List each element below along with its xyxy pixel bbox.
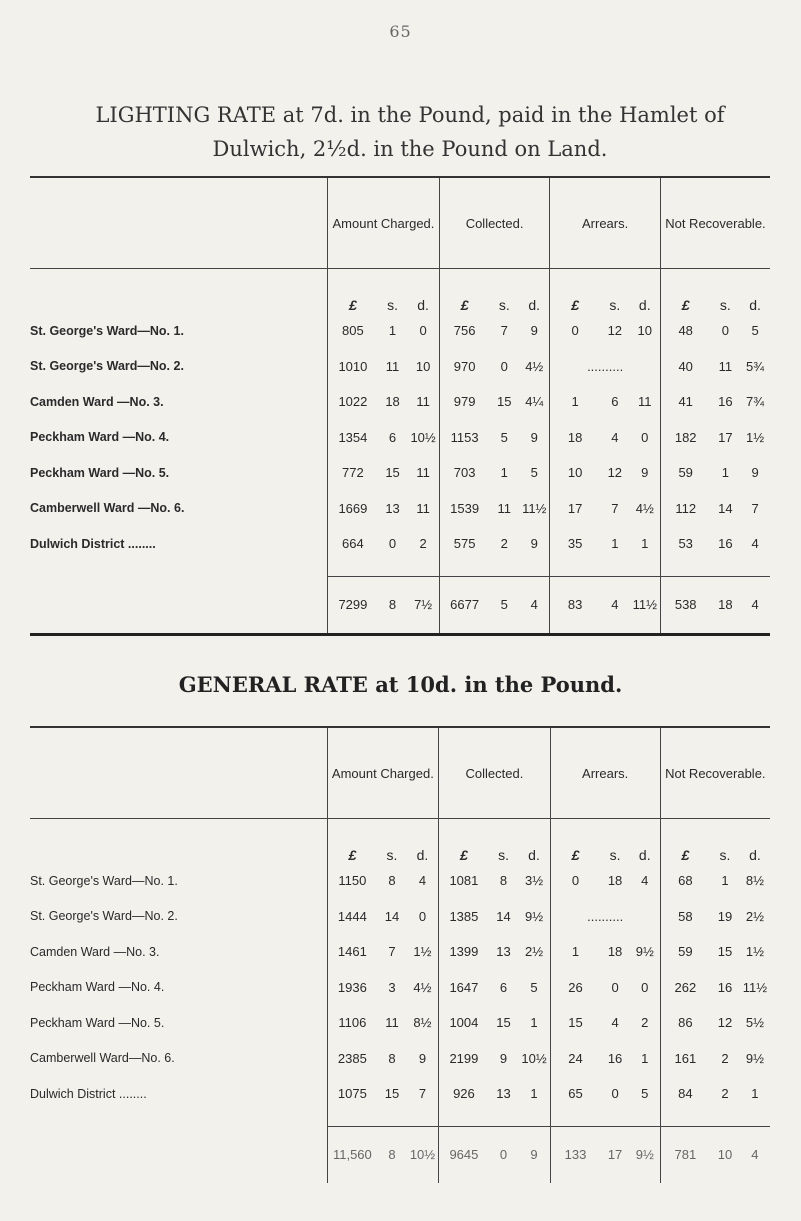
total-notrec-pence: 4	[740, 576, 770, 633]
notrec-pounds: 84	[660, 1076, 710, 1112]
charged-pence: 8½	[413, 1015, 432, 1031]
charged-pounds: 1444	[327, 899, 377, 935]
arrears-pence: 1	[641, 536, 649, 552]
collected-pence: 2½	[524, 944, 544, 960]
table-row	[30, 491, 770, 527]
ward-label: Dulwich District ........	[30, 1086, 147, 1101]
charged-pounds: 1106	[327, 1005, 377, 1041]
notrec-pounds: 59	[660, 455, 710, 491]
collected-pounds: 756	[439, 313, 489, 349]
collected-pounds: 979	[439, 384, 489, 420]
charged-shillings: 1	[388, 323, 397, 339]
column-header-charged: Amount Charged.	[327, 727, 439, 819]
charged-shillings: 8	[388, 1050, 396, 1066]
collected-pence: 5	[530, 979, 538, 995]
total-arrears-pounds: 83	[550, 576, 600, 633]
notrec-pence: 1½	[746, 429, 765, 445]
ward-label: Camden Ward —No. 3.	[30, 394, 164, 409]
unit-pounds: £	[439, 269, 489, 314]
notrec-pounds: 41	[660, 384, 710, 420]
notrec-pounds: 262	[660, 970, 710, 1006]
unit-pence: d.	[417, 297, 429, 313]
page-number: 65	[389, 22, 412, 41]
ward-label: St. George's Ward—No. 2.	[30, 909, 178, 924]
ward-label: Peckham Ward —No. 5.	[30, 465, 170, 480]
collected-pounds: 575	[439, 526, 489, 562]
collected-pounds: 1539	[439, 491, 489, 527]
charged-pounds: 664	[328, 526, 378, 562]
notrec-pounds: 68	[660, 863, 710, 899]
arrears-shillings: 18	[607, 873, 623, 889]
table-row	[30, 934, 770, 970]
collected-pounds: 1385	[439, 899, 489, 935]
notrec-pence: 7	[751, 500, 759, 516]
collected-pence: 9	[530, 323, 538, 339]
unit-pounds: £	[328, 269, 378, 314]
charged-pounds: 1150	[327, 863, 377, 899]
charged-pence: 11	[416, 500, 430, 516]
arrears-dots: ..........	[550, 349, 661, 385]
collected-pence: 1	[530, 1015, 538, 1031]
collected-pounds: 703	[439, 455, 489, 491]
arrears-pence: 10	[637, 323, 652, 339]
notrec-pence: 9	[751, 465, 759, 481]
arrears-pence: 4½	[635, 500, 654, 516]
charged-pounds: 2385	[327, 1041, 377, 1077]
unit-shillings: s.	[609, 847, 621, 863]
charged-pence: 9	[418, 1050, 427, 1066]
table-row	[30, 1041, 770, 1077]
charged-shillings: 15	[384, 1086, 400, 1102]
charged-pence: 11	[416, 465, 430, 481]
ward-label: Dulwich District ........	[30, 536, 156, 551]
total-charged-pounds: 7299	[328, 576, 378, 633]
arrears-shillings: 12	[607, 465, 623, 481]
total-collected-shillings: 5	[489, 576, 519, 633]
table-row	[30, 313, 770, 349]
charged-shillings: 3	[388, 979, 396, 995]
unit-pence: d.	[749, 847, 761, 863]
arrears-pounds: 0	[550, 313, 600, 349]
charged-pence: 0	[418, 908, 427, 924]
collected-pence: 11½	[522, 500, 547, 516]
charged-pence: 1½	[413, 944, 432, 960]
notrec-pence: 5	[751, 323, 759, 339]
charged-pounds: 1461	[327, 934, 377, 970]
total-collected-pence: 4	[519, 576, 550, 633]
notrec-shillings: 16	[718, 536, 733, 552]
notrec-shillings: 2	[721, 1050, 729, 1066]
charged-pence: 4½	[413, 979, 432, 995]
charged-shillings: 11	[385, 1015, 399, 1031]
charged-pounds: 805	[328, 313, 378, 349]
total-charged-pounds: 11,560	[327, 1126, 377, 1183]
lighting-title-line1: LIGHTING RATE at 7d. in the Pound, paid in the Hamlet of	[95, 103, 725, 127]
charged-pounds: 1669	[328, 491, 378, 527]
column-header-arrears: Arrears.	[550, 727, 660, 819]
column-header-charged: Amount Charged.	[328, 177, 440, 269]
column-header-notrec: Not Recoverable.	[660, 727, 770, 819]
general-rate-title: GENERAL RATE at 10d. in the Pound.	[178, 672, 623, 697]
charged-pence: 4	[418, 873, 427, 889]
collected-pence: 4¼	[525, 394, 544, 410]
total-charged-pence: 7½	[407, 576, 439, 633]
arrears-shillings: 0	[611, 1086, 619, 1102]
lighting-rate-table	[30, 176, 770, 636]
lighting-rate-title	[60, 98, 760, 166]
notrec-shillings: 17	[718, 429, 733, 445]
collected-pounds: 1004	[439, 1005, 489, 1041]
charged-pounds: 772	[328, 455, 378, 491]
arrears-pence: 2	[641, 1015, 649, 1031]
arrears-pounds: 15	[550, 1005, 600, 1041]
charged-pounds: 1354	[328, 420, 378, 456]
collected-shillings: 13	[496, 1086, 511, 1102]
notrec-shillings: 16	[717, 979, 733, 995]
arrears-shillings: 4	[611, 1015, 619, 1031]
collected-pounds: 1647	[439, 970, 489, 1006]
total-notrec-pounds: 538	[660, 576, 710, 633]
notrec-pence: 1	[751, 1086, 759, 1102]
arrears-dots: ..........	[550, 899, 660, 935]
arrears-pence: 4	[641, 873, 649, 889]
ward-label: Camberwell Ward—No. 6.	[30, 1051, 175, 1066]
unit-pence: d.	[528, 297, 541, 313]
charged-shillings: 11	[385, 358, 400, 374]
collected-pounds: 1153	[439, 420, 489, 456]
ward-label: Camberwell Ward —No. 6.	[30, 501, 185, 516]
charged-shillings: 8	[388, 873, 396, 889]
notrec-shillings: 0	[721, 323, 729, 339]
collected-shillings: 0	[500, 358, 508, 374]
charged-pounds: 1010	[328, 349, 378, 385]
collected-pounds: 2199	[439, 1041, 489, 1077]
unit-shillings: s.	[498, 297, 510, 313]
charged-shillings: 7	[388, 944, 396, 960]
arrears-pounds: 1	[550, 384, 600, 420]
charged-pounds: 1936	[327, 970, 377, 1006]
charged-pence: 7	[418, 1086, 427, 1102]
unit-pence: d.	[416, 847, 429, 863]
collected-shillings: 7	[500, 323, 508, 339]
unit-shillings: s.	[498, 847, 509, 863]
unit-shillings: s.	[719, 297, 731, 313]
total-charged-shillings: 8	[378, 576, 408, 633]
notrec-shillings: 1	[721, 465, 729, 481]
unit-pounds: £	[550, 269, 600, 314]
unit-shillings: s.	[386, 847, 398, 863]
arrears-pounds: 18	[550, 420, 600, 456]
collected-pence: 9½	[524, 908, 544, 924]
collected-shillings: 1	[500, 465, 508, 481]
column-header-collected: Collected.	[439, 727, 551, 819]
charged-shillings: 15	[385, 465, 400, 481]
ward-label: Peckham Ward —No. 5.	[30, 1015, 165, 1030]
column-header-arrears: Arrears.	[550, 177, 661, 269]
notrec-shillings: 14	[718, 500, 733, 516]
charged-shillings: 18	[385, 394, 400, 410]
charged-shillings: 14	[384, 908, 400, 924]
notrec-pounds: 48	[660, 313, 710, 349]
arrears-pence: 5	[641, 1086, 649, 1102]
arrears-shillings: 16	[607, 1050, 623, 1066]
collected-pounds: 1399	[439, 934, 489, 970]
unit-pence: d.	[749, 297, 761, 313]
notrec-pounds: 53	[660, 526, 710, 562]
collected-pence: 4½	[525, 358, 544, 374]
charged-pence: 2	[419, 536, 427, 552]
arrears-pounds: 24	[550, 1041, 600, 1077]
arrears-pence: 1	[641, 1050, 649, 1066]
notrec-pounds: 40	[660, 349, 710, 385]
notrec-pounds: 86	[660, 1005, 710, 1041]
total-notrec-pounds: 781	[660, 1126, 710, 1183]
total-collected-pence: 9	[518, 1126, 550, 1183]
total-arrears-shillings: 4	[600, 576, 630, 633]
ward-label: Peckham Ward —No. 4.	[30, 980, 165, 995]
arrears-pence: 11	[638, 394, 652, 410]
ward-label: Camden Ward —No. 3.	[30, 944, 160, 959]
collected-shillings: 15	[496, 1015, 511, 1031]
total-collected-pounds: 6677	[439, 576, 489, 633]
collected-shillings: 15	[497, 394, 512, 410]
ward-label: St. George's Ward—No. 1.	[30, 323, 184, 338]
notrec-shillings: 1	[721, 873, 729, 889]
arrears-pounds: 26	[550, 970, 600, 1006]
table-row	[30, 349, 770, 385]
arrears-shillings: 4	[611, 429, 619, 445]
arrears-pounds: 10	[550, 455, 600, 491]
total-charged-shillings: 8	[377, 1126, 407, 1183]
notrec-pence: 1½	[745, 944, 764, 960]
total-arrears-shillings: 17	[600, 1126, 630, 1183]
notrec-shillings: 12	[717, 1015, 733, 1031]
total-arrears-pence: 11½	[630, 576, 661, 633]
collected-shillings: 13	[496, 944, 511, 960]
collected-pence: 3½	[524, 873, 544, 889]
charged-pence: 10	[415, 358, 431, 374]
table-row	[30, 863, 770, 899]
unit-pence: d.	[528, 847, 540, 863]
collected-shillings: 11	[497, 500, 512, 516]
collected-shillings: 14	[496, 908, 511, 924]
total-notrec-pence: 4	[740, 1126, 770, 1183]
notrec-pence: 2½	[745, 908, 764, 924]
table-row	[30, 1005, 770, 1041]
charged-pence: 10½	[410, 429, 436, 445]
collected-pence: 10½	[521, 1050, 547, 1066]
arrears-pounds: 35	[550, 526, 600, 562]
arrears-pence: 0	[641, 429, 649, 445]
charged-pounds: 1022	[328, 384, 378, 420]
total-notrec-shillings: 18	[711, 576, 741, 633]
lighting-title-line2: Dulwich, 2½d. in the Pound on Land.	[212, 137, 608, 161]
unit-shillings: s.	[609, 297, 621, 313]
collected-shillings: 8	[499, 873, 508, 889]
notrec-shillings: 16	[718, 394, 733, 410]
notrec-shillings: 19	[717, 908, 733, 924]
notrec-pounds: 112	[660, 491, 710, 527]
notrec-pence: 5½	[745, 1015, 764, 1031]
charged-pounds: 1075	[327, 1076, 377, 1112]
collected-pounds: 970	[439, 349, 489, 385]
charged-shillings: 6	[388, 429, 397, 445]
arrears-pence: 9	[641, 465, 649, 481]
collected-pence: 5	[530, 465, 538, 481]
charged-pence: 11	[416, 394, 430, 410]
table-row	[30, 1076, 770, 1112]
total-notrec-shillings: 10	[710, 1126, 740, 1183]
notrec-pence: 7¾	[746, 394, 765, 410]
collected-pounds: 926	[439, 1076, 489, 1112]
notrec-shillings: 11	[718, 358, 733, 374]
column-header-notrec: Not Recoverable.	[660, 177, 770, 269]
notrec-pence: 11½	[742, 979, 768, 995]
ward-label: Peckham Ward —No. 4.	[30, 430, 170, 445]
collected-pounds: 1081	[439, 863, 489, 899]
unit-pounds: £	[660, 819, 710, 864]
total-arrears-pounds: 133	[550, 1126, 600, 1183]
collected-pence: 9	[530, 429, 538, 445]
totals-row	[30, 576, 770, 633]
notrec-pence: 5¾	[746, 358, 765, 374]
unit-shillings: s.	[387, 297, 398, 313]
notrec-pence: 4	[751, 536, 759, 552]
table-row	[30, 420, 770, 456]
table-row	[30, 384, 770, 420]
notrec-pence: 9½	[745, 1050, 764, 1066]
arrears-pence: 9½	[635, 944, 654, 960]
notrec-shillings: 15	[717, 944, 733, 960]
total-charged-pence: 10½	[407, 1126, 439, 1183]
notrec-pounds: 58	[660, 899, 710, 935]
ward-label: St. George's Ward—No. 1.	[30, 873, 178, 888]
ward-label: St. George's Ward—No. 2.	[30, 359, 184, 374]
arrears-shillings: 18	[607, 944, 623, 960]
arrears-shillings: 7	[611, 500, 619, 516]
table-row	[30, 899, 770, 935]
charged-shillings: 13	[385, 500, 400, 516]
notrec-pence: 8½	[745, 873, 764, 889]
total-collected-shillings: 0	[489, 1126, 519, 1183]
notrec-pounds: 59	[660, 934, 710, 970]
table-row	[30, 526, 770, 562]
totals-row	[30, 1126, 770, 1183]
unit-pence: d.	[638, 297, 651, 313]
notrec-shillings: 2	[721, 1086, 729, 1102]
arrears-pounds: 17	[550, 491, 600, 527]
unit-pounds: £	[439, 819, 489, 864]
unit-pounds: £	[550, 819, 600, 864]
unit-pence: d.	[638, 847, 651, 863]
table-row	[30, 970, 770, 1006]
charged-shillings: 0	[388, 536, 397, 552]
table-row	[30, 455, 770, 491]
column-header-collected: Collected.	[439, 177, 550, 269]
total-collected-pounds: 9645	[439, 1126, 489, 1183]
arrears-shillings: 12	[607, 323, 623, 339]
arrears-pounds: 65	[550, 1076, 600, 1112]
collected-shillings: 6	[499, 979, 508, 995]
arrears-pounds: 0	[550, 863, 600, 899]
total-arrears-pence: 9½	[630, 1126, 660, 1183]
collected-pence: 9	[530, 536, 538, 552]
general-rate-table	[30, 726, 770, 1183]
collected-pence: 1	[530, 1086, 538, 1102]
collected-shillings: 2	[500, 536, 508, 552]
collected-shillings: 5	[500, 429, 508, 445]
unit-shillings: s.	[719, 847, 731, 863]
collected-shillings: 9	[499, 1050, 508, 1066]
arrears-pounds: 1	[550, 934, 600, 970]
charged-pence: 0	[419, 323, 427, 339]
unit-pounds: £	[660, 269, 710, 314]
unit-pounds: £	[327, 819, 377, 864]
arrears-shillings: 6	[611, 394, 619, 410]
notrec-pounds: 161	[660, 1041, 710, 1077]
arrears-shillings: 1	[611, 536, 619, 552]
notrec-pounds: 182	[660, 420, 710, 456]
arrears-shillings: 0	[611, 979, 619, 995]
arrears-pence: 0	[641, 979, 649, 995]
